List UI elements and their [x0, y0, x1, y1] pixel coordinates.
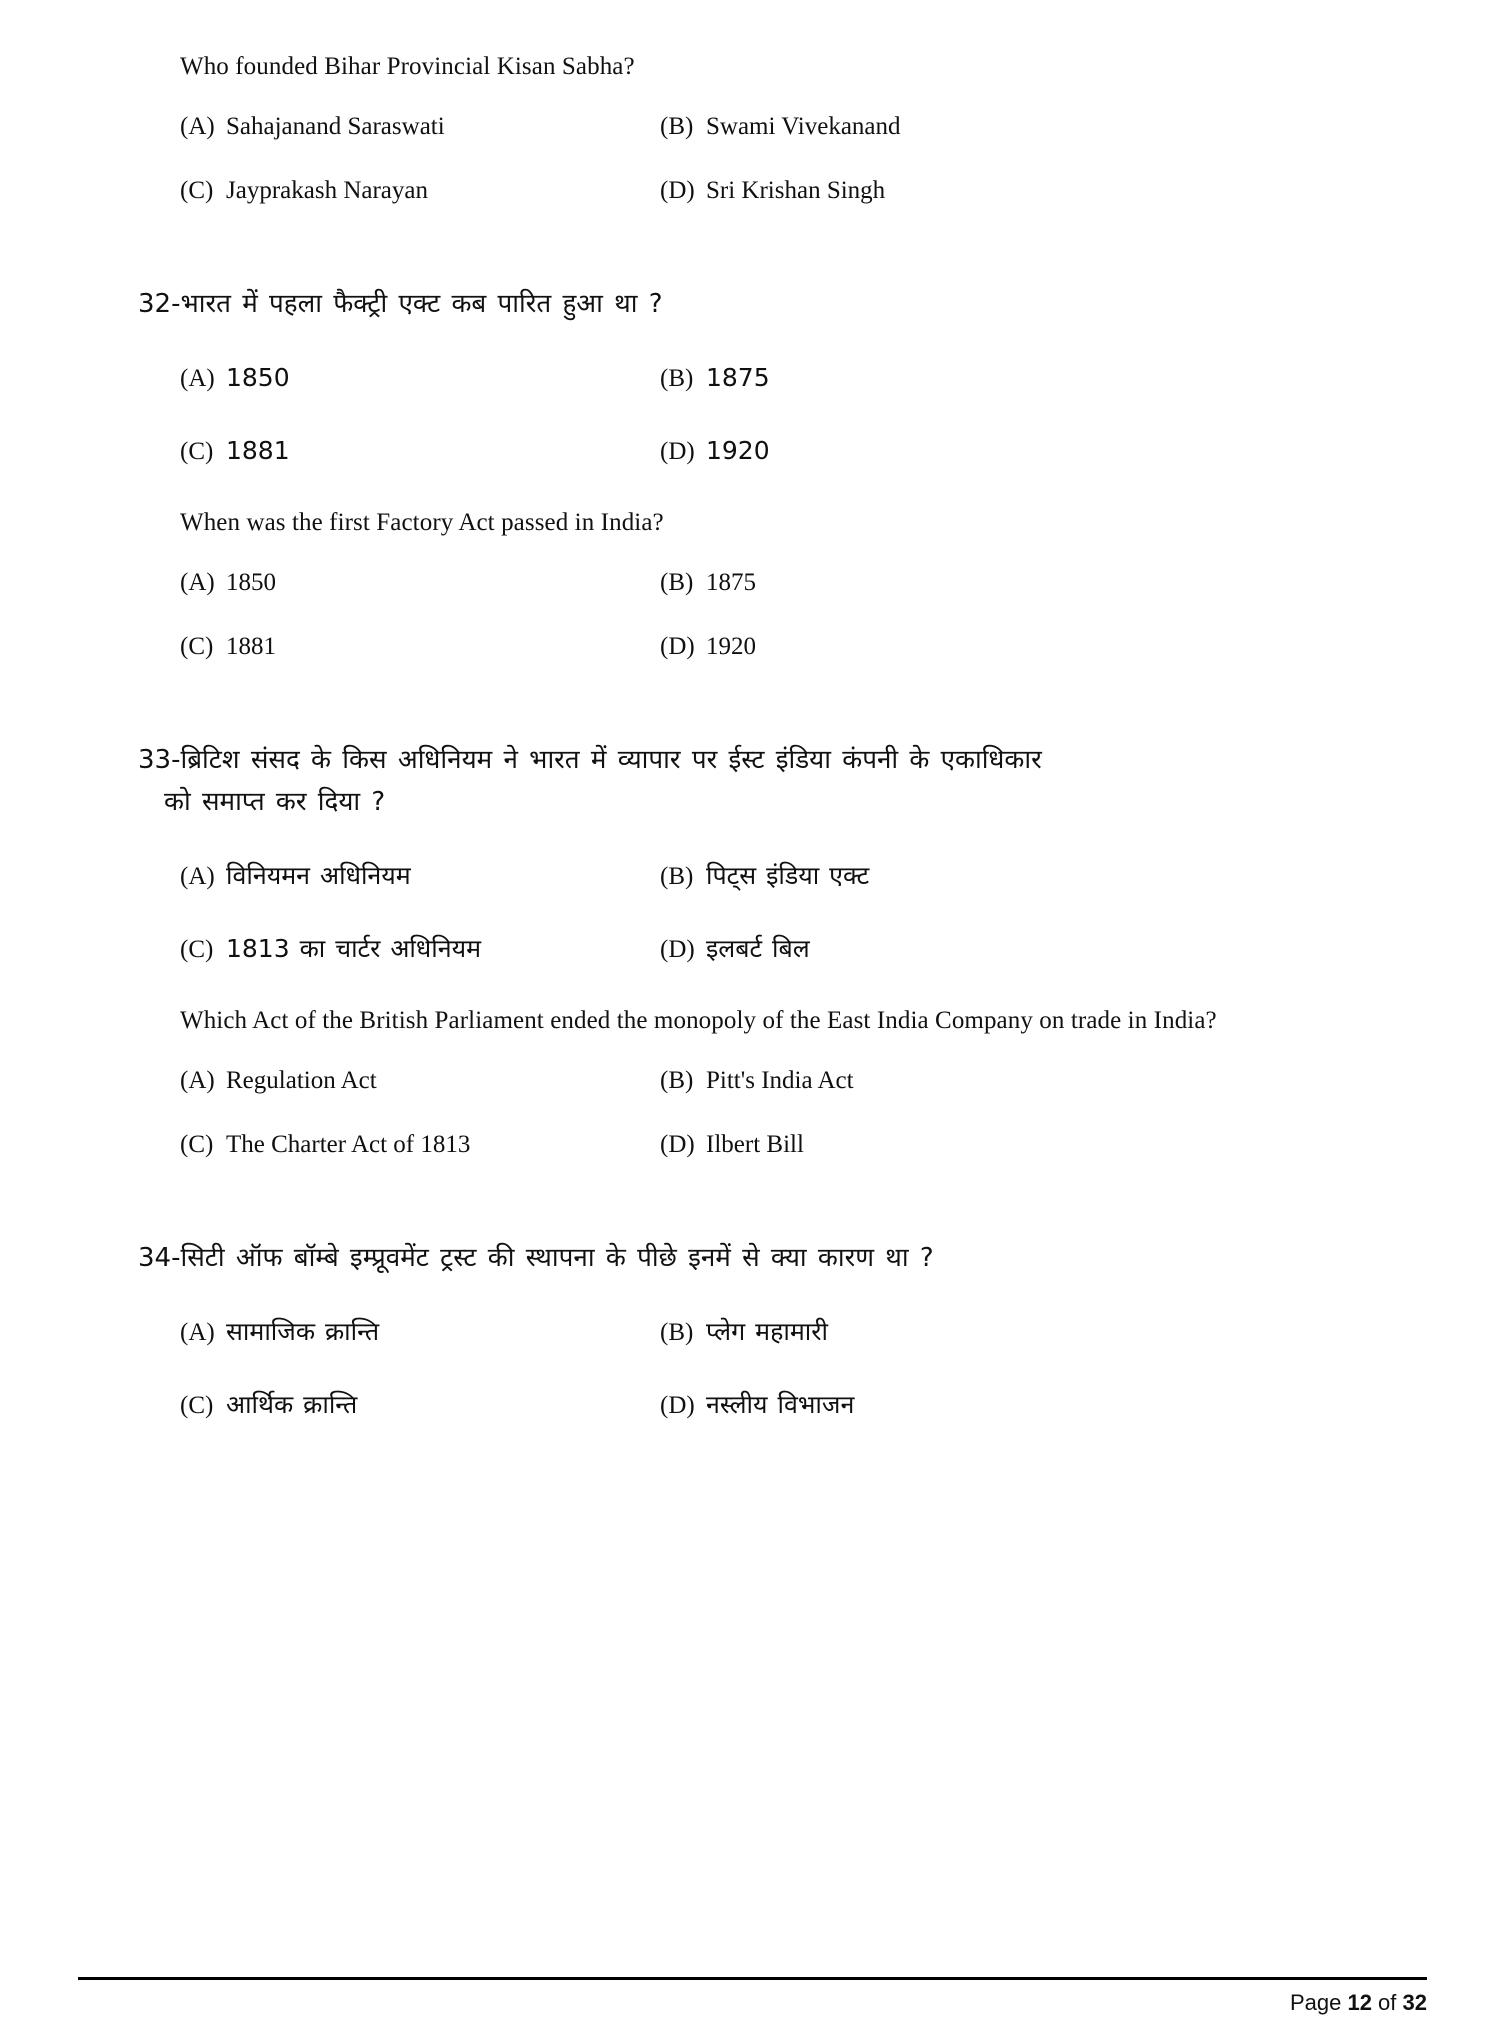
stem-line-1: 33-ब्रिटिश संसद के किस अधिनियम ने भारत में व्यापार पर ईस्ट इंडिया कंपनी के एकाधिकार: [138, 745, 1042, 776]
options-group-34-hindi: [148, 1313, 1363, 1424]
option-a[interactable]: [180, 564, 660, 602]
spacer: [148, 968, 1363, 1002]
question-block-33: [138, 739, 1363, 1163]
option-label: (D): [660, 632, 695, 660]
options-group-33-english: [148, 1062, 1363, 1163]
options-group-32-english: [148, 564, 1363, 665]
page-footer: [78, 1977, 1427, 2016]
question-stem-english-33: Which Act of the British Parliament ended the monopoly of the East India Company on trade in India?: [180, 1007, 1217, 1035]
question-stem-english-32: When was the first Factory Act passed in India?: [180, 509, 664, 537]
option-row: [180, 359, 1363, 398]
option-b[interactable]: [660, 108, 901, 146]
option-text: 1813 का चार्टर अधिनियम: [226, 933, 482, 963]
option-text: Sahajanand Saraswati: [226, 113, 445, 140]
option-c[interactable]: [180, 432, 660, 471]
option-a[interactable]: [180, 1062, 660, 1100]
option-d[interactable]: [660, 1386, 854, 1425]
option-text: आर्थिक क्रान्ति: [226, 1389, 358, 1419]
spacer: [148, 1163, 1363, 1237]
option-label: (B): [660, 113, 694, 140]
option-text: नस्लीय विभाजन: [706, 1389, 855, 1419]
option-row: [180, 857, 1363, 896]
spacer: [180, 398, 1363, 432]
options-group-31-english: [148, 108, 1363, 209]
question-stem-hindi-34: 34-सिटी ऑफ बॉम्बे इम्प्रूवमेंट ट्रस्ट की स्थापना के पीछे इनमें से क्या कारण था ?: [138, 1243, 934, 1274]
option-label: (B): [660, 863, 694, 891]
option-label: (A): [180, 863, 215, 891]
option-text: सामाजिक क्रान्ति: [226, 1317, 380, 1347]
option-text: 1875: [706, 569, 756, 597]
question-stem-hindi-33: [138, 739, 1328, 823]
option-row: [180, 1126, 1363, 1164]
option-c[interactable]: [180, 172, 660, 210]
option-text: 1920: [706, 632, 756, 660]
option-label: (C): [180, 176, 214, 204]
option-text: 1881: [226, 632, 276, 660]
option-text: 1875: [706, 363, 770, 393]
option-text: Regulation Act: [226, 1067, 377, 1095]
option-b[interactable]: [660, 359, 770, 398]
option-text: प्लेग महामारी: [706, 1317, 828, 1347]
spacer: [148, 86, 1363, 108]
option-label: (B): [660, 365, 694, 393]
option-d[interactable]: [660, 172, 885, 210]
option-row: [180, 1062, 1363, 1100]
option-label: (A): [180, 569, 215, 597]
option-a[interactable]: [180, 857, 660, 896]
option-text: Swami Vivekanand: [706, 113, 901, 140]
option-b[interactable]: [660, 564, 756, 602]
option-text: Pitt's India Act: [706, 1067, 854, 1095]
option-b[interactable]: [660, 1313, 828, 1352]
options-group-33-hindi: [148, 857, 1363, 968]
option-label: (D): [660, 935, 695, 963]
option-label: (A): [180, 1319, 215, 1347]
option-text: विनियमन अधिनियम: [226, 861, 411, 891]
option-b[interactable]: [660, 1062, 854, 1100]
spacer: [148, 1040, 1363, 1062]
spacer: [148, 470, 1363, 504]
spacer: [180, 1100, 1363, 1126]
options-group-32-hindi: [148, 359, 1363, 470]
option-text: इलबर्ट बिल: [706, 933, 810, 963]
spacer: [180, 602, 1363, 628]
spacer: [148, 325, 1363, 359]
spacer: [148, 209, 1363, 283]
option-row: [180, 432, 1363, 471]
option-text: पिट्स इंडिया एक्ट: [706, 861, 870, 891]
option-label: (B): [660, 569, 694, 597]
option-text: Ilbert Bill: [706, 1130, 804, 1158]
option-row: [180, 1313, 1363, 1352]
question-block-31-english: [148, 48, 1363, 209]
option-c[interactable]: [180, 1386, 660, 1425]
question-block-32: [138, 283, 1363, 665]
option-text: The Charter Act of 1813: [226, 1130, 471, 1158]
option-row: [180, 628, 1363, 666]
spacer: [148, 542, 1363, 564]
option-row: [180, 564, 1363, 602]
question-content-column: [138, 48, 1363, 1424]
footer-total-pages: 32: [1402, 1990, 1427, 2015]
option-text: 1881: [226, 435, 290, 465]
option-row: [180, 172, 1363, 210]
spacer: [180, 896, 1363, 930]
spacer: [180, 1352, 1363, 1386]
option-label: (A): [180, 113, 215, 140]
option-label: (D): [660, 437, 695, 465]
option-text: 1850: [226, 363, 290, 393]
option-row: [180, 108, 1363, 146]
option-label: (A): [180, 1067, 215, 1095]
option-a[interactable]: [180, 359, 660, 398]
option-d[interactable]: [660, 628, 756, 666]
option-row: [180, 930, 1363, 969]
option-text: Jayprakash Narayan: [226, 176, 428, 204]
option-label: (D): [660, 1391, 695, 1419]
option-d[interactable]: [660, 930, 810, 969]
option-c[interactable]: [180, 930, 660, 969]
question-stem-english: Who founded Bihar Provincial Kisan Sabha?: [180, 53, 635, 80]
option-a[interactable]: [180, 108, 660, 146]
option-label: (C): [180, 437, 214, 465]
question-block-34: [138, 1237, 1363, 1424]
option-label: (B): [660, 1067, 694, 1095]
option-d[interactable]: [660, 432, 770, 471]
option-label: (B): [660, 1319, 694, 1347]
option-a[interactable]: [180, 1313, 660, 1352]
question-stem-hindi-32: 32-भारत में पहला फैक्ट्री एक्ट कब पारित हुआ था ?: [138, 289, 663, 319]
footer-prefix: Page: [1289, 1990, 1348, 2015]
option-label: (C): [180, 1130, 214, 1158]
option-row: [180, 1386, 1363, 1425]
option-text: 1920: [706, 435, 770, 465]
option-c[interactable]: [180, 628, 660, 666]
option-label: (D): [660, 176, 695, 204]
stem-line-2: को समाप्त कर दिया ?: [164, 787, 386, 818]
spacer: [180, 146, 1363, 172]
option-label: (D): [660, 1130, 695, 1158]
option-b[interactable]: [660, 857, 869, 896]
option-text: Sri Krishan Singh: [706, 176, 886, 204]
option-label: (C): [180, 632, 214, 660]
option-label: (C): [180, 1391, 214, 1419]
footer-current-page: 12: [1347, 1990, 1372, 2015]
option-label: (A): [180, 365, 215, 393]
option-label: (C): [180, 935, 214, 963]
footer-middle: of: [1371, 1990, 1403, 2015]
option-d[interactable]: [660, 1126, 804, 1164]
option-text: 1850: [226, 569, 276, 597]
spacer: [148, 823, 1363, 857]
spacer: [148, 1279, 1363, 1313]
spacer: [148, 665, 1363, 739]
page-number-label: [78, 1980, 1427, 2016]
option-c[interactable]: [180, 1126, 660, 1164]
